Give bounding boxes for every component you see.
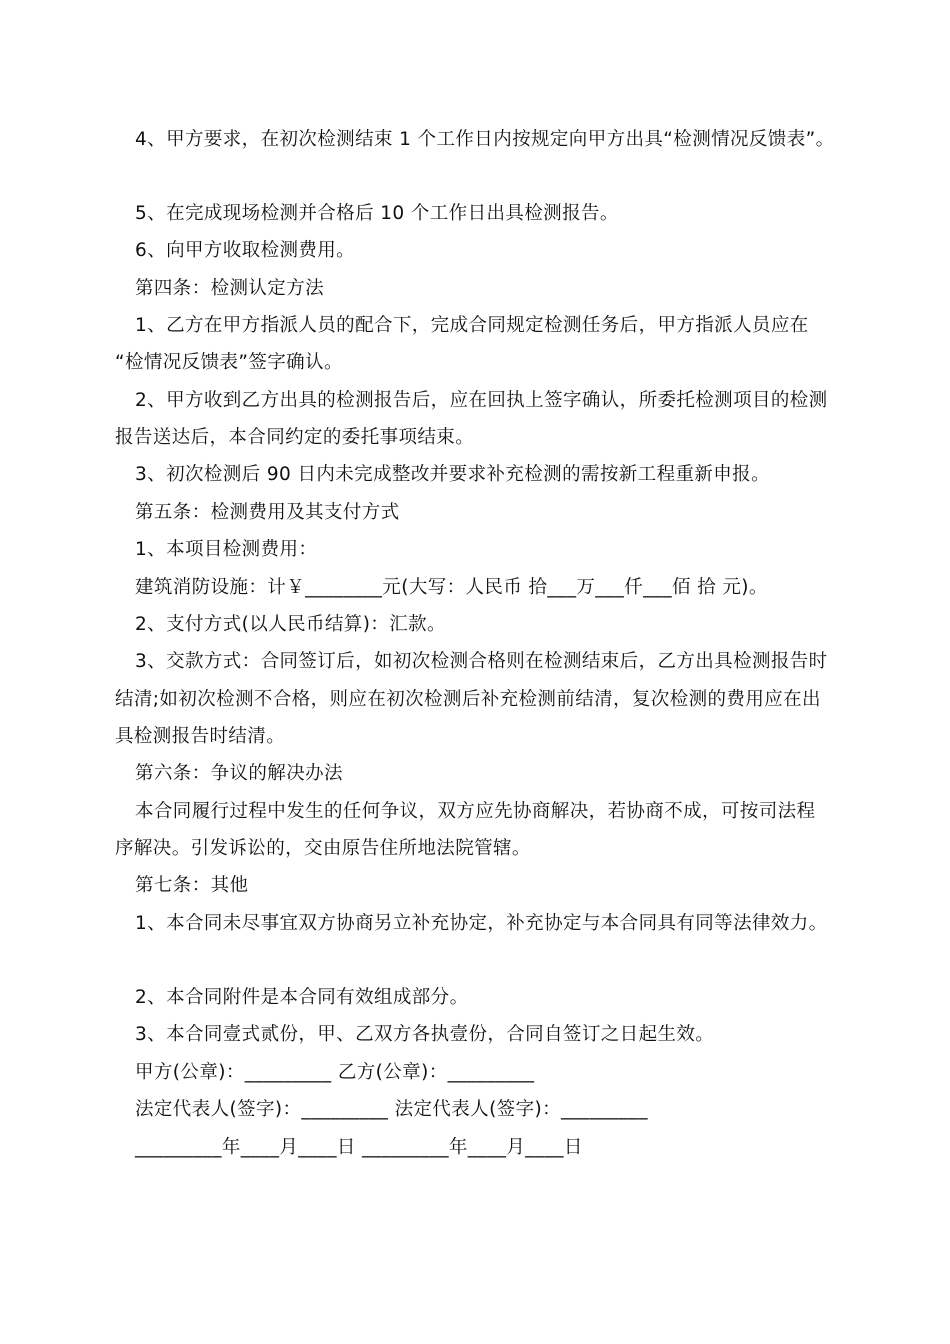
clause-4-item-2-continued: 报告送达后，本合同约定的委托事项结束。 (115, 427, 475, 448)
clause-4-item-2: 2、甲方收到乙方出具的检测报告后，应在回执上签字确认，所委托检测项目的检测 (135, 390, 828, 411)
clause-5-item-3-continued: 结清;如初次检测不合格，则应在初次检测后补充检测前结清，复次检测的费用应在出 (115, 689, 821, 710)
date-line: _________年____月____日 _________年____月____日 (135, 1137, 583, 1158)
clause-6-heading: 第六条：争议的解决办法 (135, 763, 343, 784)
clause-5-heading: 第五条：检测费用及其支付方式 (135, 502, 400, 523)
clause-4-heading: 第四条：检测认定方法 (135, 278, 325, 299)
clause-7-item-1: 1、本合同未尽事宜双方协商另立补充协定，补充协定与本合同具有同等法律效力。 (135, 913, 828, 934)
clause-3-item-5: 5、在完成现场检测并合格后 10 个工作日出具检测报告。 (135, 203, 619, 224)
clause-3-item-4: 4、甲方要求，在初次检测结束 1 个工作日内按规定向甲方出具“检测情况反馈表”。 (135, 129, 835, 150)
clause-3-item-6: 6、向甲方收取检测费用。 (135, 240, 356, 261)
clause-4-item-1-continued: “检情况反馈表”签字确认。 (115, 352, 343, 373)
clause-5-item-1: 1、本项目检测费用： (135, 539, 318, 560)
clause-6-body-continued: 序解决。引发诉讼的，交由原告住所地法院管辖。 (115, 838, 531, 859)
clause-4-item-1: 1、乙方在甲方指派人员的配合下，完成合同规定检测任务后，甲方指派人员应在 (135, 315, 809, 336)
clause-7-item-3: 3、本合同壹式贰份，甲、乙双方各执壹份，合同自签订之日起生效。 (135, 1024, 715, 1045)
clause-6-body: 本合同履行过程中发生的任何争议，双方应先协商解决，若协商不成，可按司法程 (135, 801, 816, 822)
fee-amount-line: 建筑消防设施：计￥________元(大写：人民币 拾___万___仟___佰 拾 元)。 (135, 577, 768, 598)
clause-5-item-3: 3、交款方式：合同签订后，如初次检测合格则在检测结束后，乙方出具检测报告时 (135, 651, 828, 672)
clause-7-heading: 第七条：其他 (135, 875, 249, 896)
clause-7-item-2: 2、本合同附件是本合同有效组成部分。 (135, 987, 469, 1008)
seal-line: 甲方(公章)：_________ 乙方(公章)：_________ (135, 1062, 535, 1083)
clause-5-item-3-continued-2: 具检测报告时结清。 (115, 726, 286, 747)
clause-5-item-2: 2、支付方式(以人民币结算)：汇款。 (135, 614, 446, 635)
clause-4-item-3: 3、初次检测后 90 日内未完成整改并要求补充检测的需按新工程重新申报。 (135, 464, 770, 485)
signature-line: 法定代表人(签字)：_________ 法定代表人(签字)：_________ (135, 1099, 648, 1120)
